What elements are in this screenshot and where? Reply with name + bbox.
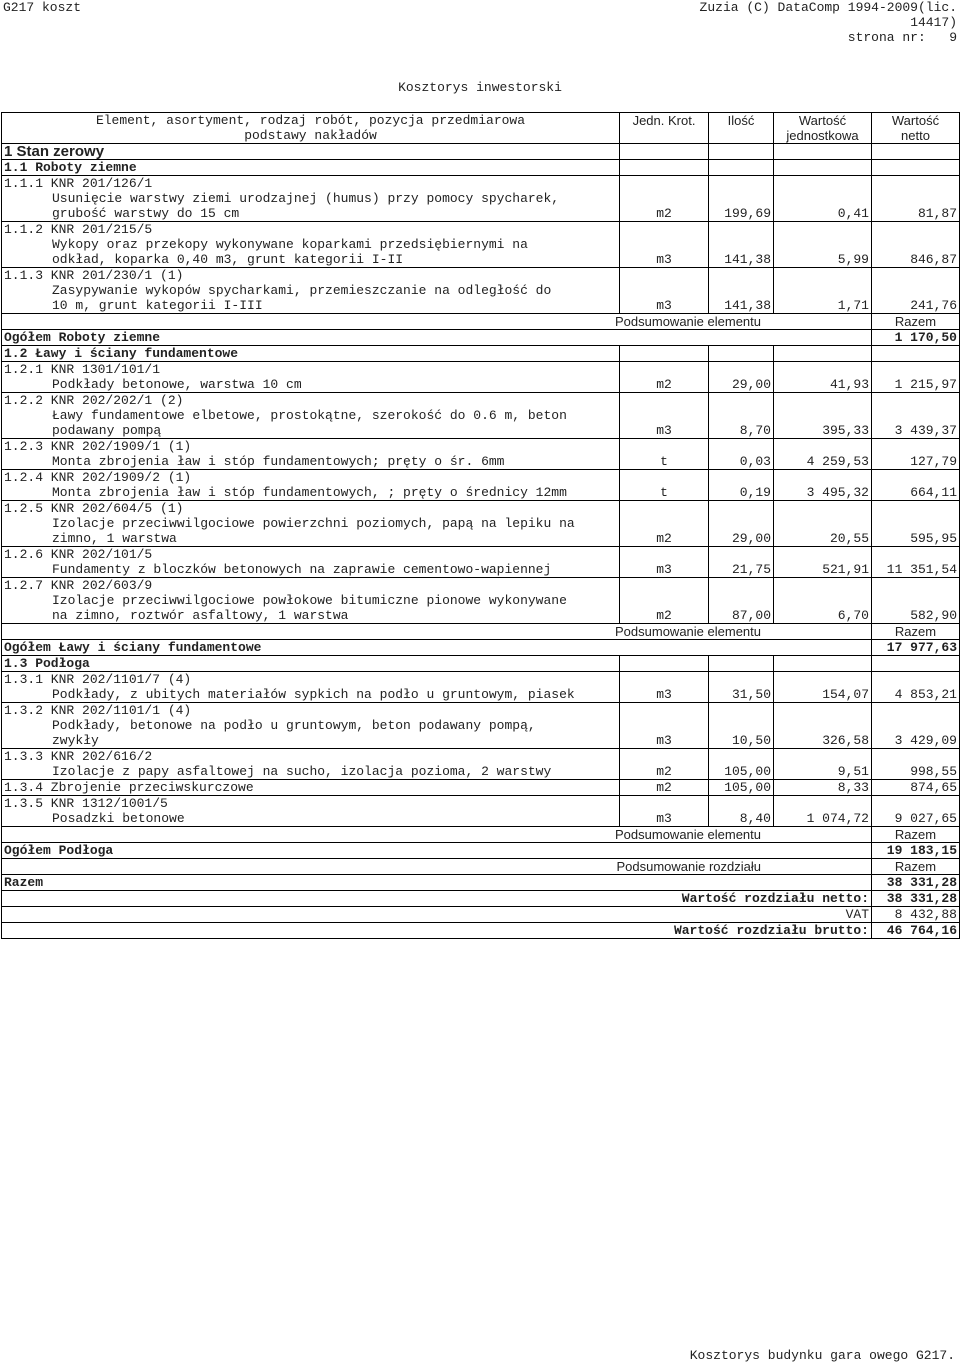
section-title-row (2, 144, 960, 160)
empty (709, 672, 774, 688)
unit-price: 20,55 (774, 531, 872, 547)
empty (620, 578, 709, 594)
unit: t (620, 454, 709, 470)
position-description-row (2, 237, 960, 252)
position-description: Zasypywanie wykopów spycharkami, przemieszczanie na odległość do (2, 283, 620, 298)
empty (620, 516, 709, 531)
position-description: Izolacje przeciwwilgociowe powierzchni poziomych, papą na lepiku na (2, 516, 620, 531)
position-code: 1.2.4 KNR 202/1909/2 (1) (2, 470, 620, 486)
unit: m2 (620, 531, 709, 547)
empty (620, 439, 709, 455)
net-value: 874,65 (872, 780, 960, 796)
net-value: 582,90 (872, 608, 960, 624)
empty (774, 408, 872, 423)
empty (774, 176, 872, 192)
empty (774, 144, 872, 160)
position-description: Izolacje z papy asfaltowej na sucho, izolacja pozioma, 2 warstwy (2, 764, 620, 780)
empty (774, 749, 872, 765)
empty (709, 144, 774, 160)
empty (620, 547, 709, 563)
position-description-row (2, 454, 960, 470)
position-description-row (2, 408, 960, 423)
empty (774, 593, 872, 608)
empty (709, 439, 774, 455)
software-line-1: Zuzia (C) DataComp 1994-2009(lic. (699, 0, 957, 15)
position-code: 1.2.1 KNR 1301/101/1 (2, 362, 620, 378)
net-value-label: Wartość rozdziału netto: (2, 891, 872, 907)
empty (774, 796, 872, 812)
quantity: 105,00 (709, 780, 774, 796)
position-description-row (2, 764, 960, 780)
empty (774, 222, 872, 238)
empty (774, 362, 872, 378)
position-code: 1.1.3 KNR 201/230/1 (1) (2, 268, 620, 284)
empty (872, 516, 960, 531)
position-description-row (2, 191, 960, 206)
position-description-row (2, 206, 960, 222)
position-description-row (2, 811, 960, 827)
unit: m3 (620, 811, 709, 827)
empty (709, 796, 774, 812)
col-header-net-2: netto (872, 128, 960, 144)
position-code: 1.2.5 KNR 202/604/5 (1) (2, 501, 620, 517)
col-header-element-2: podstawy nakładów (2, 128, 620, 144)
position-description: Podkłady, betonowe na podło u gruntowym, beton podawany pompą, (2, 718, 620, 733)
empty (620, 749, 709, 765)
position-code: 1.3.4 Zbrojenie przeciwskurczowe (2, 780, 620, 796)
net-value-row (2, 891, 960, 907)
unit: m3 (620, 733, 709, 749)
empty (620, 703, 709, 719)
empty (872, 191, 960, 206)
position-code-row (2, 578, 960, 594)
group-title: 1.3 Podłoga (2, 656, 620, 672)
empty (620, 656, 709, 672)
position-description: 10 m, grunt kategorii I-III (2, 298, 620, 314)
group-total-label: Ogółem Ławy i ściany fundamentowe (2, 640, 872, 656)
empty (872, 408, 960, 423)
quantity: 21,75 (709, 562, 774, 578)
empty (872, 501, 960, 517)
empty (774, 346, 872, 362)
quantity: 0,03 (709, 454, 774, 470)
empty (774, 656, 872, 672)
position-description-row (2, 283, 960, 298)
position-code: 1.2.3 KNR 202/1909/1 (1) (2, 439, 620, 455)
chapter-summary-row (2, 859, 960, 875)
empty (872, 749, 960, 765)
empty (872, 144, 960, 160)
element-summary-row (2, 827, 960, 843)
empty (872, 578, 960, 594)
quantity: 87,00 (709, 608, 774, 624)
unit-price: 326,58 (774, 733, 872, 749)
gross-value-row (2, 923, 960, 939)
chapter-summary-razem: Razem (872, 859, 960, 875)
empty (620, 191, 709, 206)
net-value: 3 439,37 (872, 423, 960, 439)
position-description-row (2, 298, 960, 314)
empty (872, 268, 960, 284)
section-title: 1 Stan zerowy (2, 144, 620, 160)
empty (709, 516, 774, 531)
position-description-row (2, 531, 960, 547)
empty (709, 547, 774, 563)
empty (872, 656, 960, 672)
net-value: 1 215,97 (872, 377, 960, 393)
chapter-summary-label: Podsumowanie rozdziału (2, 859, 872, 875)
empty (872, 237, 960, 252)
net-value: 11 351,54 (872, 562, 960, 578)
empty (620, 470, 709, 486)
element-summary-row (2, 314, 960, 330)
position-description: Monta zbrojenia ław i stóp fundamentowych, ; pręty o średnicy 12mm (2, 485, 620, 501)
unit-price: 154,07 (774, 687, 872, 703)
empty (774, 393, 872, 409)
position-code-row (2, 362, 960, 378)
empty (872, 796, 960, 812)
group-total-label: Ogółem Roboty ziemne (2, 330, 872, 346)
empty (774, 672, 872, 688)
document-header-left: G217 koszt (3, 0, 82, 15)
net-value: 81,87 (872, 206, 960, 222)
col-header-element: Element, asortyment, rodzaj robót, pozycja przedmiarowa (2, 113, 620, 129)
unit: m3 (620, 252, 709, 268)
document-footer: Kosztorys budynku gara owego G217. (689, 1348, 955, 1363)
position-code: 1.1.1 KNR 201/126/1 (2, 176, 620, 192)
empty (774, 191, 872, 206)
group-total-label: Ogółem Podłoga (2, 843, 872, 859)
group-title-row (2, 160, 960, 176)
unit-price: 8,33 (774, 780, 872, 796)
empty (774, 268, 872, 284)
position-description: odkład, koparka 0,40 m3, grunt kategorii I-II (2, 252, 620, 268)
position-description: Fundamenty z bloczków betonowych na zaprawie cementowo-wapiennej (2, 562, 620, 578)
group-title-row (2, 656, 960, 672)
empty (620, 160, 709, 176)
vat-label: VAT (2, 907, 872, 923)
empty (774, 547, 872, 563)
position-code-row (2, 749, 960, 765)
quantity: 141,38 (709, 298, 774, 314)
net-value: 241,76 (872, 298, 960, 314)
position-description-row (2, 562, 960, 578)
col-header-unit-price: Wartość (774, 113, 872, 129)
page-number: 9 (949, 30, 957, 45)
position-description: Monta zbrojenia ław i stóp fundamentowych; pręty o śr. 6mm (2, 454, 620, 470)
empty (709, 237, 774, 252)
empty (709, 393, 774, 409)
element-summary-razem: Razem (872, 624, 960, 640)
position-code-row (2, 268, 960, 284)
empty (872, 160, 960, 176)
chapter-total-label: Razem (2, 875, 872, 891)
element-summary-label: Podsumowanie elementu (2, 827, 872, 843)
position-description-row (2, 733, 960, 749)
empty (872, 547, 960, 563)
position-code-row (2, 393, 960, 409)
unit: m2 (620, 764, 709, 780)
position-code-row (2, 501, 960, 517)
empty (620, 718, 709, 733)
empty (620, 144, 709, 160)
empty (709, 283, 774, 298)
position-code: 1.3.3 KNR 202/616/2 (2, 749, 620, 765)
quantity: 10,50 (709, 733, 774, 749)
group-total-value: 17 977,63 (872, 640, 960, 656)
quantity: 8,70 (709, 423, 774, 439)
empty (709, 408, 774, 423)
empty (872, 718, 960, 733)
quantity: 0,19 (709, 485, 774, 501)
element-summary-razem: Razem (872, 314, 960, 330)
unit-price: 6,70 (774, 608, 872, 624)
empty (709, 362, 774, 378)
unit-price: 9,51 (774, 764, 872, 780)
net-value: 664,11 (872, 485, 960, 501)
position-description-row (2, 593, 960, 608)
position-description: Ławy fundamentowe elbetowe, prostokątne, szerokość do 0.6 m, beton (2, 408, 620, 423)
vat-amount: 8 432,88 (872, 907, 960, 923)
unit-price: 5,99 (774, 252, 872, 268)
chapter-total-value: 38 331,28 (872, 875, 960, 891)
group-title: 1.2 Ławy i ściany fundamentowe (2, 346, 620, 362)
element-summary-razem: Razem (872, 827, 960, 843)
unit: m2 (620, 780, 709, 796)
col-header-qty-2 (709, 128, 774, 144)
position-description: zimno, 1 warstwa (2, 531, 620, 547)
unit-price: 1,71 (774, 298, 872, 314)
empty (709, 160, 774, 176)
empty (872, 593, 960, 608)
quantity: 29,00 (709, 531, 774, 547)
empty (774, 439, 872, 455)
empty (872, 176, 960, 192)
empty (774, 578, 872, 594)
unit-price: 3 495,32 (774, 485, 872, 501)
position-code: 1.3.2 KNR 202/1101/1 (4) (2, 703, 620, 719)
quantity: 141,38 (709, 252, 774, 268)
group-title-row (2, 346, 960, 362)
position-code-row (2, 176, 960, 192)
position-description-row (2, 252, 960, 268)
net-value: 9 027,65 (872, 811, 960, 827)
empty (872, 439, 960, 455)
gross-value-amount: 46 764,16 (872, 923, 960, 939)
position-description-row (2, 687, 960, 703)
unit: m2 (620, 377, 709, 393)
empty (709, 176, 774, 192)
position-description: Podkłady betonowe, warstwa 10 cm (2, 377, 620, 393)
empty (709, 593, 774, 608)
position-description-row (2, 516, 960, 531)
net-value: 3 429,09 (872, 733, 960, 749)
unit-price: 521,91 (774, 562, 872, 578)
position-code-row (2, 703, 960, 719)
col-header-unit-price-2: jednostkowa (774, 128, 872, 144)
position-description: na zimno, roztwór asfaltowy, 1 warstwa (2, 608, 620, 624)
group-total-value: 1 170,50 (872, 330, 960, 346)
empty (774, 718, 872, 733)
empty (709, 718, 774, 733)
element-summary-row (2, 624, 960, 640)
empty (774, 516, 872, 531)
net-value: 127,79 (872, 454, 960, 470)
col-header-unit: Jedn. Krot. (620, 113, 709, 129)
empty (774, 283, 872, 298)
empty (620, 283, 709, 298)
cost-estimate-table (1, 112, 960, 939)
empty (709, 501, 774, 517)
empty (620, 237, 709, 252)
empty (620, 593, 709, 608)
position-description: Wykopy oraz przekopy wykonywane koparkami przedsiębiernymi na (2, 237, 620, 252)
quantity: 29,00 (709, 377, 774, 393)
position-description: Posadzki betonowe (2, 811, 620, 827)
col-header-qty: Ilość (709, 113, 774, 129)
net-value: 846,87 (872, 252, 960, 268)
empty (620, 346, 709, 362)
position-code-row (2, 547, 960, 563)
empty (872, 393, 960, 409)
page-number-line: strona nr: 9 (847, 30, 957, 45)
empty (709, 703, 774, 719)
position-description: Podkłady, z ubitych materiałów sypkich na podło u gruntowym, piasek (2, 687, 620, 703)
position-code-row (2, 470, 960, 486)
empty (872, 362, 960, 378)
empty (620, 176, 709, 192)
empty (620, 393, 709, 409)
empty (709, 470, 774, 486)
position-code: 1.3.5 KNR 1312/1001/5 (2, 796, 620, 812)
position-description: Usunięcie warstwy ziemi urodzajnej (humus) przy pomocy spycharek, (2, 191, 620, 206)
col-header-net: Wartość (872, 113, 960, 129)
unit: m3 (620, 687, 709, 703)
position-description: podawany pompą (2, 423, 620, 439)
table-header-row (2, 113, 960, 129)
position-code-row (2, 796, 960, 812)
group-total-row (2, 640, 960, 656)
empty (709, 222, 774, 238)
empty (774, 237, 872, 252)
position-description-row (2, 485, 960, 501)
net-value: 595,95 (872, 531, 960, 547)
quantity: 8,40 (709, 811, 774, 827)
unit: m3 (620, 562, 709, 578)
vat-row (2, 907, 960, 923)
position-code: 1.1.2 KNR 201/215/5 (2, 222, 620, 238)
position-code: 1.3.1 KNR 202/1101/7 (4) (2, 672, 620, 688)
unit-price: 4 259,53 (774, 454, 872, 470)
software-line-2: 14417) (910, 15, 957, 30)
quantity: 105,00 (709, 764, 774, 780)
position-code: 1.2.6 KNR 202/101/5 (2, 547, 620, 563)
chapter-total-row (2, 875, 960, 891)
empty (872, 703, 960, 719)
net-value: 998,55 (872, 764, 960, 780)
document-header-right (700, 0, 957, 45)
empty (872, 346, 960, 362)
position-description: zwykły (2, 733, 620, 749)
unit-price: 41,93 (774, 377, 872, 393)
document-title: Kosztorys inwestorski (398, 80, 562, 95)
empty (774, 703, 872, 719)
empty (872, 470, 960, 486)
empty (709, 191, 774, 206)
empty (709, 346, 774, 362)
group-title: 1.1 Roboty ziemne (2, 160, 620, 176)
empty (620, 268, 709, 284)
group-total-row (2, 330, 960, 346)
empty (872, 672, 960, 688)
empty (620, 222, 709, 238)
empty (774, 501, 872, 517)
net-value: 4 853,21 (872, 687, 960, 703)
unit-price: 0,41 (774, 206, 872, 222)
empty (709, 578, 774, 594)
empty (620, 796, 709, 812)
table-header-row-2 (2, 128, 960, 144)
unit: m2 (620, 608, 709, 624)
empty (872, 222, 960, 238)
empty (620, 362, 709, 378)
empty (774, 160, 872, 176)
position-code: 1.2.7 KNR 202/603/9 (2, 578, 620, 594)
quantity: 31,50 (709, 687, 774, 703)
empty (709, 749, 774, 765)
position-code: 1.2.2 KNR 202/202/1 (2) (2, 393, 620, 409)
net-value-amount: 38 331,28 (872, 891, 960, 907)
unit: m3 (620, 423, 709, 439)
unit: t (620, 485, 709, 501)
empty (709, 268, 774, 284)
group-total-row (2, 843, 960, 859)
position-description-row (2, 423, 960, 439)
position-description-row (2, 718, 960, 733)
group-total-value: 19 183,15 (872, 843, 960, 859)
position-description-row (2, 608, 960, 624)
unit-price: 395,33 (774, 423, 872, 439)
empty (620, 672, 709, 688)
empty (872, 283, 960, 298)
position-code-row (2, 222, 960, 238)
position-description-row (2, 377, 960, 393)
unit-price: 1 074,72 (774, 811, 872, 827)
position-code-row (2, 439, 960, 455)
quantity: 199,69 (709, 206, 774, 222)
element-summary-label: Podsumowanie elementu (2, 624, 872, 640)
position-code-row (2, 780, 960, 796)
position-code-row (2, 672, 960, 688)
unit: m2 (620, 206, 709, 222)
empty (709, 656, 774, 672)
gross-value-label: Wartość rozdziału brutto: (2, 923, 872, 939)
empty (620, 408, 709, 423)
element-summary-label: Podsumowanie elementu (2, 314, 872, 330)
unit: m3 (620, 298, 709, 314)
col-header-unit-2 (620, 128, 709, 144)
empty (774, 470, 872, 486)
position-description: grubość warstwy do 15 cm (2, 206, 620, 222)
position-description: Izolacje przeciwwilgociowe powłokowe bitumiczne pionowe wykonywane (2, 593, 620, 608)
empty (620, 501, 709, 517)
